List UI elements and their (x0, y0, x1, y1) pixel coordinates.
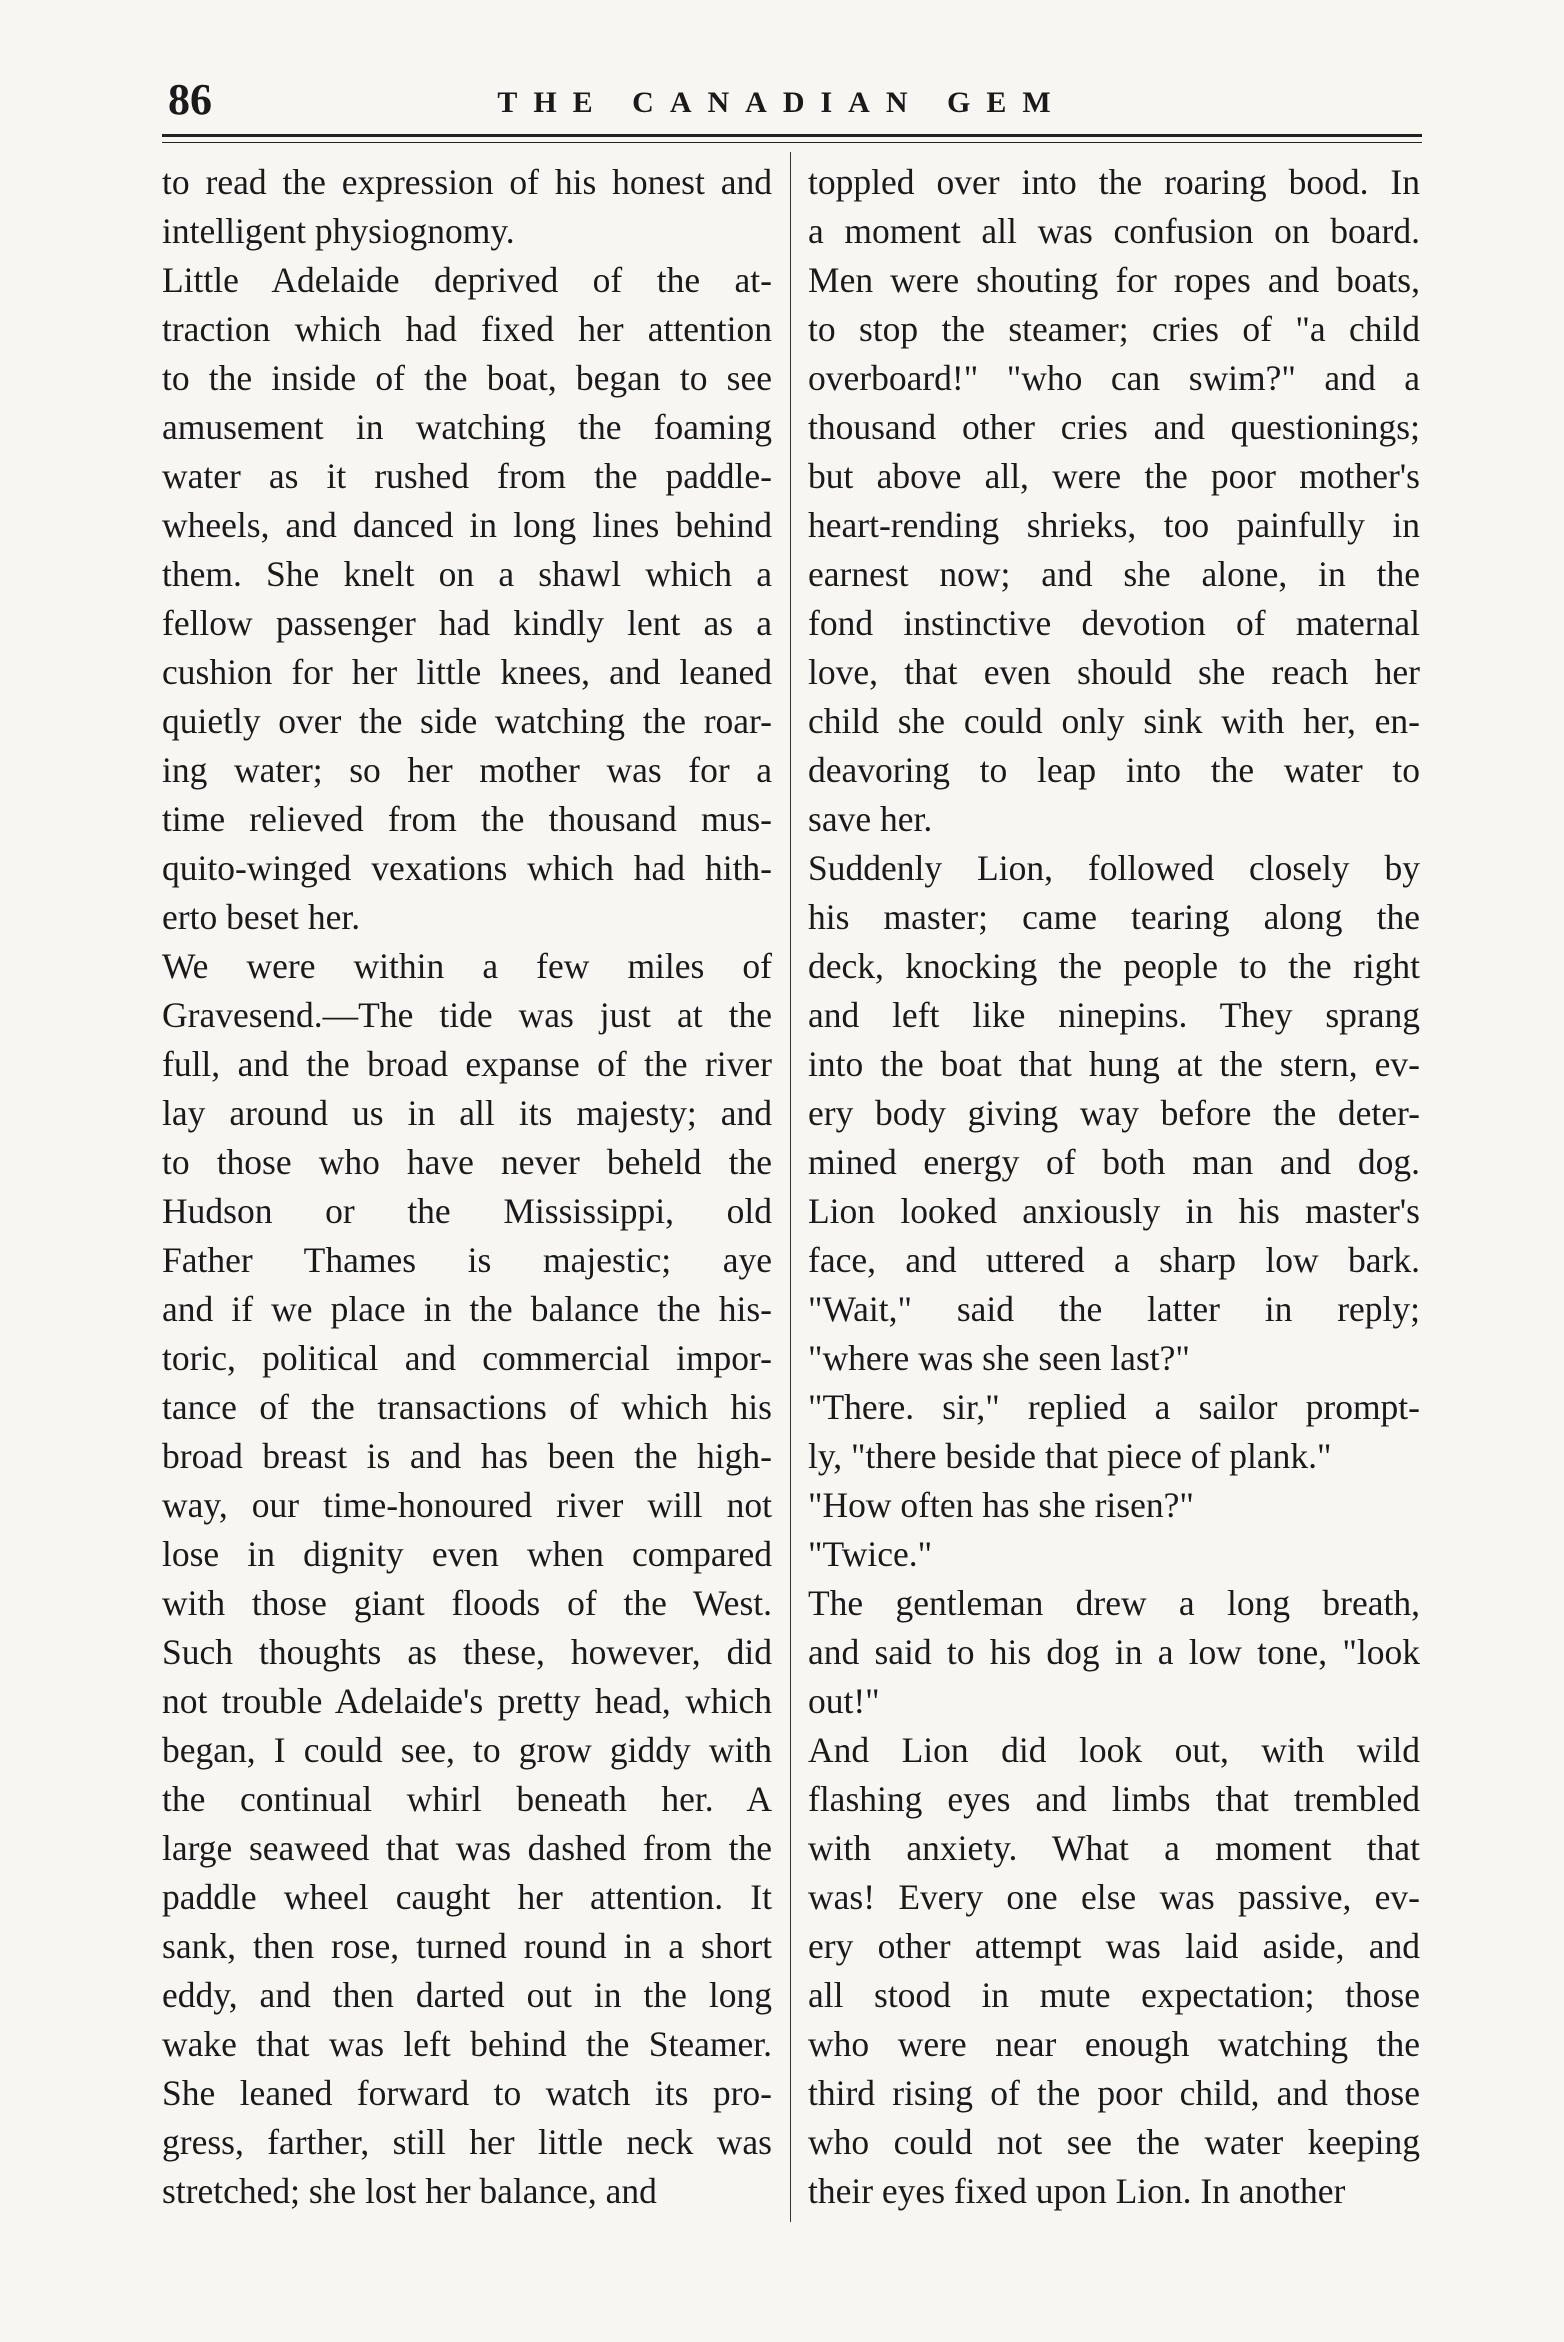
right-column (808, 158, 1420, 2216)
text-line: was! Every one else was passive, ev- (808, 1877, 1420, 1917)
text-line: save her. (808, 799, 933, 839)
text-line: a moment all was confusion on board. (808, 211, 1420, 251)
text-line: "There. sir," replied a sailor prompt- (808, 1387, 1420, 1427)
text-line: ing water; so her mother was for a (162, 750, 772, 790)
text-line: flashing eyes and limbs that trembled (808, 1779, 1420, 1819)
text-line: amusement in watching the foaming (162, 407, 772, 447)
text-line: way, our time-honoured river will not (162, 1485, 772, 1525)
text-line: and said to his dog in a low tone, "look (808, 1632, 1420, 1672)
text-line: toric, political and commercial impor- (162, 1338, 772, 1378)
text-line: to the inside of the boat, began to see (162, 358, 772, 398)
header-rule-thin (162, 142, 1422, 143)
text-line: eddy, and then darted out in the long (162, 1975, 772, 2015)
text-line: overboard!" "who can swim?" and a (808, 358, 1420, 398)
text-line: and if we place in the balance the his- (162, 1289, 772, 1329)
text-line: who were near enough watching the (808, 2024, 1420, 2064)
text-line: stretched; she lost her balance, and (162, 2171, 657, 2211)
text-line: paddle wheel caught her attention. It (162, 1877, 772, 1917)
text-line: their eyes fixed upon Lion. In another (808, 2171, 1346, 2211)
text-line: She leaned forward to watch its pro- (162, 2073, 772, 2113)
text-line: Gravesend.—The tide was just at the (162, 995, 772, 1035)
text-line: out!" (808, 1681, 880, 1721)
text-line: but above all, were the poor mother's (808, 456, 1420, 496)
header-rule-thick (162, 134, 1422, 137)
text-line: the continual whirl beneath her. A (162, 1779, 772, 1819)
text-line: to those who have never beheld the (162, 1142, 772, 1182)
left-column (162, 158, 772, 2216)
running-title: THE CANADIAN GEM (497, 86, 1067, 119)
text-line: large seaweed that was dashed from the (162, 1828, 772, 1868)
text-line: and left like ninepins. They sprang (808, 995, 1420, 1035)
text-line: them. She knelt on a shawl which a (162, 554, 772, 594)
text-line: "where was she seen last?" (808, 1338, 1190, 1378)
text-line: heart-rending shrieks, too painfully in (808, 505, 1420, 545)
text-line: with those giant floods of the West. (162, 1583, 772, 1623)
text-line: cushion for her little knees, and leaned (162, 652, 772, 692)
text-line: time relieved from the thousand mus- (162, 799, 772, 839)
column-divider (790, 152, 791, 2222)
text-line: erto beset her. (162, 897, 361, 937)
text-line: mined energy of both man and dog. (808, 1142, 1420, 1182)
text-line: toppled over into the roaring bood. In (808, 162, 1420, 202)
page-number: 86 (168, 75, 212, 124)
text-line: third rising of the poor child, and those (808, 2073, 1420, 2113)
text-line: love, that even should she reach her (808, 652, 1420, 692)
text-line: fond instinctive devotion of maternal (808, 603, 1420, 643)
text-line: fellow passenger had kindly lent as a (162, 603, 772, 643)
text-line: deck, knocking the people to the right (808, 946, 1420, 986)
text-line: began, I could see, to grow giddy with (162, 1730, 772, 1770)
text-line: Little Adelaide deprived of the at- (162, 260, 772, 300)
text-line: Hudson or the Mississippi, old (162, 1191, 772, 1231)
text-line: ery other attempt was laid aside, and (808, 1926, 1420, 1966)
text-line: "How often has she risen?" (808, 1485, 1194, 1525)
text-line: The gentleman drew a long breath, (808, 1583, 1420, 1623)
text-line: Suddenly Lion, followed closely by (808, 848, 1420, 888)
text-line: wake that was left behind the Steamer. (162, 2024, 772, 2064)
text-line: deavoring to leap into the water to (808, 750, 1420, 790)
text-line: face, and uttered a sharp low bark. (808, 1240, 1420, 1280)
text-line: full, and the broad expanse of the river (162, 1044, 772, 1084)
text-line: lose in dignity even when compared (162, 1534, 772, 1574)
text-line: Father Thames is majestic; aye (162, 1240, 772, 1280)
text-line: traction which had fixed her attention (162, 309, 772, 349)
text-line: intelligent physiognomy. (162, 211, 515, 251)
text-line: to stop the steamer; cries of "a child (808, 309, 1420, 349)
text-line: who could not see the water keeping (808, 2122, 1420, 2162)
text-line: tance of the transactions of which his (162, 1387, 772, 1427)
text-line: We were within a few miles of (162, 946, 772, 986)
text-line: into the boat that hung at the stern, ev- (808, 1044, 1420, 1084)
text-line: earnest now; and she alone, in the (808, 554, 1420, 594)
text-line: child she could only sink with her, en- (808, 701, 1420, 741)
text-line: broad breast is and has been the high- (162, 1436, 772, 1476)
text-line: And Lion did look out, with wild (808, 1730, 1420, 1770)
text-line: "Wait," said the latter in reply; (808, 1289, 1420, 1329)
text-line: all stood in mute expectation; those (808, 1975, 1420, 2015)
text-line: Lion looked anxiously in his master's (808, 1191, 1420, 1231)
text-line: gress, farther, still her little neck was (162, 2122, 772, 2162)
text-line: wheels, and danced in long lines behind (162, 505, 772, 545)
text-line: quito-winged vexations which had hith- (162, 848, 772, 888)
text-line: ly, "there beside that piece of plank." (808, 1436, 1332, 1476)
text-line: water as it rushed from the paddle- (162, 456, 772, 496)
text-line: lay around us in all its majesty; and (162, 1093, 772, 1133)
text-line: "Twice." (808, 1534, 933, 1574)
text-line: his master; came tearing along the (808, 897, 1420, 937)
text-line: quietly over the side watching the roar- (162, 701, 772, 741)
text-line: Men were shouting for ropes and boats, (808, 260, 1420, 300)
text-line: sank, then rose, turned round in a short (162, 1926, 772, 1966)
text-line: with anxiety. What a moment that (808, 1828, 1420, 1868)
text-line: ery body giving way before the deter- (808, 1093, 1420, 1133)
text-line: not trouble Adelaide's pretty head, which (162, 1681, 772, 1721)
text-line: to read the expression of his honest and (162, 162, 772, 202)
text-line: Such thoughts as these, however, did (162, 1632, 772, 1672)
text-line: thousand other cries and questionings; (808, 407, 1420, 447)
